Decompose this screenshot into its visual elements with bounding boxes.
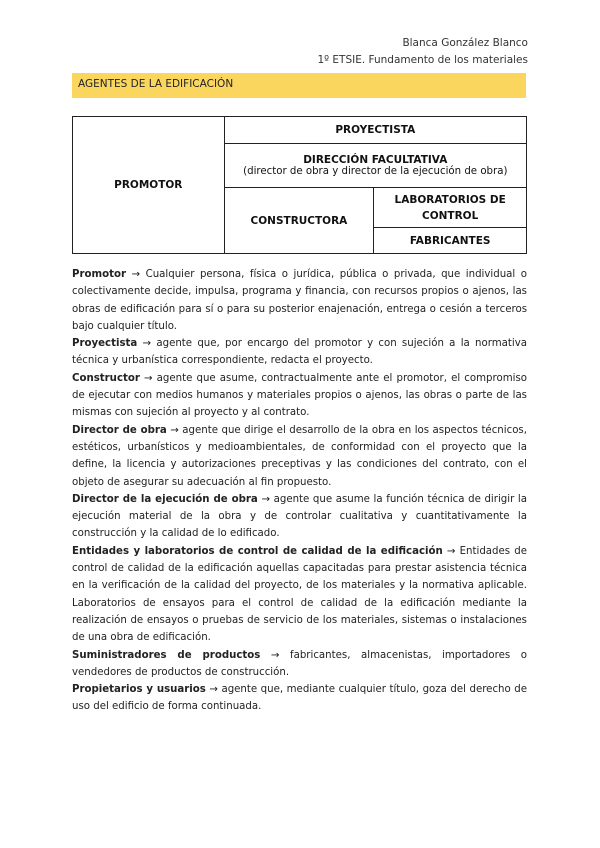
direccion-title: DIRECCIÓN FACULTATIVA (303, 154, 448, 166)
direccion-subtitle: (director de obra y director de la ejecución de obra) (243, 166, 508, 177)
definition-text: Cualquier persona, física o jurídica, pública o privada, que individual o colectivamente decide, impulsa, programa y financia, con recursos propios o ajenos, las obras de edificación para sí o para su posterior enajenación, entrega o cesión a terceros bajo cualquier título. (72, 269, 527, 332)
course-name: 1º ETSIE. Fundamento de los materiales (317, 54, 528, 66)
definition-term: Propietarios y usuarios (72, 684, 206, 696)
definition-paragraph (72, 370, 527, 422)
section-title: AGENTES DE LA EDIFICACIÓN (78, 78, 234, 90)
arrow-glyph: → (144, 372, 153, 384)
cell-proyectista: PROYECTISTA (224, 117, 526, 144)
definition-paragraph (72, 422, 527, 491)
arrow-glyph: → (131, 269, 141, 280)
section-banner (72, 73, 526, 98)
cell-promotor: PROMOTOR (73, 117, 225, 254)
definition-text: agente que dirige el desarrollo de la obra en los aspectos técnicos, estéticos, urbanísticos y medioambientales, de conformidad con el proyecto que la define, la licencia y autorizaciones preceptivas y las condiciones del contrato, con el objeto de asegurar su adecuación al fin propuesto. (72, 424, 527, 488)
author-name: Blanca González Blanco (402, 37, 528, 49)
definition-term: Proyectista (72, 338, 138, 350)
definition-paragraph (72, 543, 527, 647)
arrow-glyph: → (142, 338, 152, 350)
definition-paragraph (72, 647, 527, 682)
cell-direccion-facultativa (224, 144, 526, 188)
cell-fabricantes: FABRICANTES (374, 228, 527, 254)
definition-term: Constructor (72, 372, 140, 384)
arrow-glyph: → (209, 684, 218, 696)
definitions-list (72, 266, 527, 716)
definition-text: agente que asume la función técnica de dirigir la ejecución material de la obra y de controlar cualitativa y cuantitativamente la construcción y la calidad de lo edificado. (72, 493, 527, 540)
definition-text: agente que asume, contractualmente ante el promotor, el compromiso de ejecutar con medios humanos y materiales propios o ajenos, las obras o parte de las mismas con sujeción al proyecto y al contrato. (72, 372, 527, 419)
definition-text: agente que, mediante cualquier título, goza del derecho de uso del edificio de forma continuada. (72, 684, 527, 713)
page-header (317, 35, 528, 69)
definition-paragraph (72, 266, 527, 335)
cell-constructora: CONSTRUCTORA (224, 188, 374, 254)
definition-text: fabricantes, almacenistas, importadores o vendedores de productos de construcción. (72, 649, 527, 678)
cell-laboratorios: LABORATORIOS DE CONTROL (374, 188, 527, 228)
arrow-glyph: → (446, 545, 456, 557)
definition-term: Suministradores de productos (72, 649, 261, 661)
arrow-glyph: → (170, 424, 179, 436)
definition-paragraph (72, 335, 527, 370)
definition-paragraph (72, 491, 527, 543)
arrow-glyph: → (261, 493, 270, 505)
definition-text: Entidades de control de calidad de la edificación aquellas capacitadas para prestar asistencia técnica en la verificación de la calidad del proyecto, de los materiales y la normativa aplicable. Laboratorios de ensayos para el control de calidad de la edificación mediante la realización de ensayos o pruebas de servicio de los materiales, sistemas o instalaciones de una obra de edificación. (72, 545, 527, 644)
definition-term: Promotor (72, 269, 126, 280)
definition-paragraph (72, 681, 527, 716)
definition-term: Director de obra (72, 424, 167, 436)
agents-diagram (72, 116, 527, 254)
definition-term: Entidades y laboratorios de control de calidad de la edificación (72, 545, 443, 557)
definition-text: agente que, por encargo del promotor y con sujeción a la normativa técnica y urbanística correspondiente, redacta el proyecto. (72, 338, 527, 367)
definition-term: Director de la ejecución de obra (72, 493, 258, 505)
arrow-glyph: → (270, 649, 280, 661)
